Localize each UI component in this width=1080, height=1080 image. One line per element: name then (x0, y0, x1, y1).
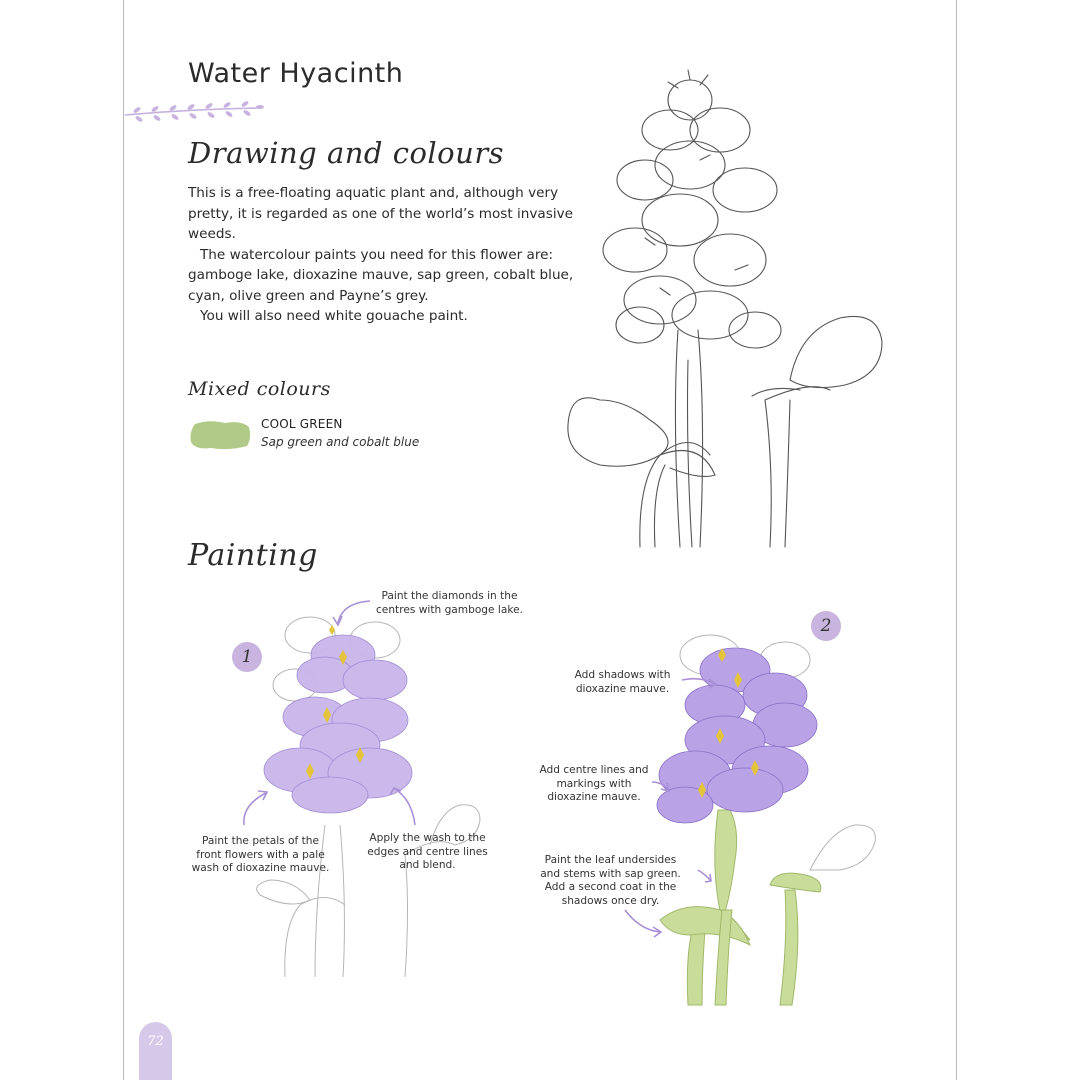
paints-paragraph: The watercolour paints you need for this flower are: gamboge lake, dioxazine mauve, sap green, cobalt blue, cyan, olive green and Payne’s grey. (188, 246, 574, 304)
mixed-colours-heading: Mixed colours (188, 378, 331, 400)
cool-green-swatch (189, 418, 253, 452)
step-1-annotation-arrows (230, 595, 430, 835)
intro-paragraph: This is a free-floating aquatic plant and, although very pretty, it is regarded as one of the world’s most invasive weeds. (188, 185, 574, 242)
step-1-annotation-diamonds: Paint the diamonds in the centres with gamboge lake. (375, 590, 523, 616)
step-1-annotation-petals: Paint the petals of the front flowers with a pale wash of dioxazine mauve. (191, 835, 330, 874)
step-1-annotation-edges: Apply the wash to the edges and centre lines and blend. (367, 832, 488, 871)
step-2-annotation-markings: Add centre lines and markings with dioxazine mauve. (539, 764, 649, 803)
intro-text (188, 183, 588, 327)
page-title: Water Hyacinth (188, 58, 404, 89)
step-2-annotation-shadows: Add shadows with dioxazine mauve. (574, 669, 671, 695)
step-1-badge: 1 (232, 642, 262, 672)
pencil-sketch-illustration (560, 60, 900, 550)
step-2-annotation-leaf: Paint the leaf undersides and stems with sap green. Add a second coat in the shadows once dry. (540, 854, 681, 907)
drawing-section-heading: Drawing and colours (188, 136, 505, 170)
painting-section-heading: Painting (188, 538, 318, 573)
lavender-sprig-ornament (123, 100, 263, 124)
swatch-recipe: Sap green and cobalt blue (261, 435, 420, 449)
gouache-paragraph: You will also need white gouache paint. (200, 308, 468, 324)
swatch-name: COOL GREEN (261, 417, 343, 431)
page-number-tab: 72 (139, 1022, 172, 1080)
step-2-annotation-arrows (620, 670, 740, 940)
step-2-badge: 2 (811, 611, 841, 641)
